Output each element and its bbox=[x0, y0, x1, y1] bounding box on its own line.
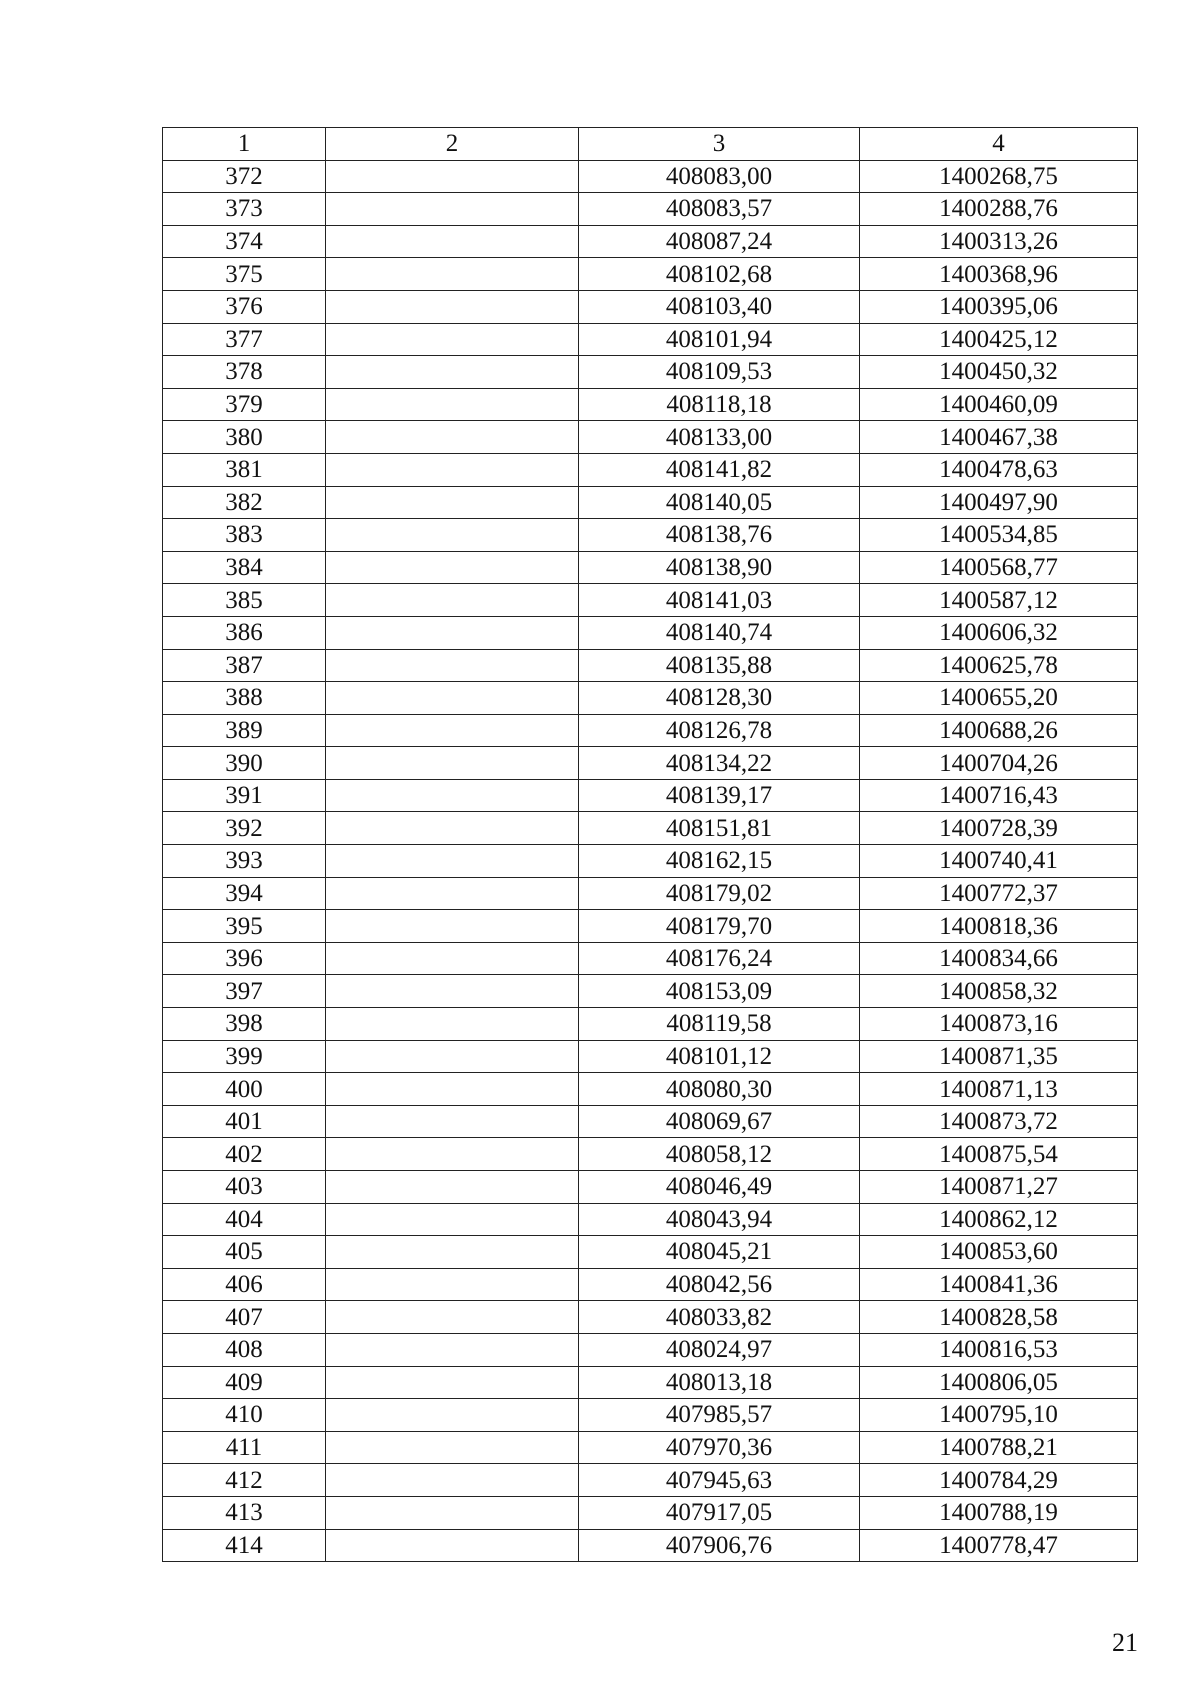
table-cell-col-1: 409 bbox=[163, 1366, 326, 1399]
table-row bbox=[163, 551, 1138, 584]
table-cell-col-1: 406 bbox=[163, 1268, 326, 1301]
table-cell-col-1: 385 bbox=[163, 584, 326, 617]
table-cell-col-3: 408179,70 bbox=[579, 910, 860, 943]
table-cell-col-4: 1400806,05 bbox=[860, 1366, 1138, 1399]
table-cell-col-1: 400 bbox=[163, 1073, 326, 1106]
table-cell-col-2 bbox=[326, 388, 579, 421]
table-cell-col-1: 383 bbox=[163, 519, 326, 552]
table-cell-col-2 bbox=[326, 649, 579, 682]
page-number: 21 bbox=[1112, 1628, 1138, 1657]
table-cell-col-3: 408138,90 bbox=[579, 551, 860, 584]
table-cell-col-1: 408 bbox=[163, 1333, 326, 1366]
table-cell-col-1: 407 bbox=[163, 1301, 326, 1334]
table-cell-col-3: 408046,49 bbox=[579, 1171, 860, 1204]
table-cell-col-2 bbox=[326, 1431, 579, 1464]
table-cell-col-2 bbox=[326, 812, 579, 845]
table-cell-col-4: 1400568,77 bbox=[860, 551, 1138, 584]
table-cell-col-2 bbox=[326, 845, 579, 878]
table-row bbox=[163, 584, 1138, 617]
table-row bbox=[163, 747, 1138, 780]
table-cell-col-3: 408042,56 bbox=[579, 1268, 860, 1301]
table-cell-col-1: 380 bbox=[163, 421, 326, 454]
table-cell-col-2 bbox=[326, 1301, 579, 1334]
table-cell-col-3: 408135,88 bbox=[579, 649, 860, 682]
table-cell-col-4: 1400834,66 bbox=[860, 942, 1138, 975]
table-cell-col-1: 390 bbox=[163, 747, 326, 780]
table-cell-col-2 bbox=[326, 1073, 579, 1106]
table-cell-col-4: 1400467,38 bbox=[860, 421, 1138, 454]
table-cell-col-3: 408162,15 bbox=[579, 845, 860, 878]
table-cell-col-1: 384 bbox=[163, 551, 326, 584]
table-cell-col-1: 412 bbox=[163, 1464, 326, 1497]
table-cell-col-1: 403 bbox=[163, 1171, 326, 1204]
table-cell-col-4: 1400828,58 bbox=[860, 1301, 1138, 1334]
table-cell-col-1: 381 bbox=[163, 453, 326, 486]
table-cell-col-1: 375 bbox=[163, 258, 326, 291]
table-cell-col-3: 408024,97 bbox=[579, 1333, 860, 1366]
table-cell-col-2 bbox=[326, 1040, 579, 1073]
table-cell-col-2 bbox=[326, 193, 579, 226]
table-row bbox=[163, 1073, 1138, 1106]
table-cell-col-2 bbox=[326, 1529, 579, 1562]
table-cell-col-3: 408140,74 bbox=[579, 616, 860, 649]
table-cell-col-3: 408140,05 bbox=[579, 486, 860, 519]
table-cell-col-4: 1400313,26 bbox=[860, 225, 1138, 258]
table-cell-col-2 bbox=[326, 1105, 579, 1138]
table-cell-col-2 bbox=[326, 1008, 579, 1041]
table-cell-col-2 bbox=[326, 453, 579, 486]
table-cell-col-4: 1400460,09 bbox=[860, 388, 1138, 421]
table-cell-col-2 bbox=[326, 1464, 579, 1497]
table-cell-col-3: 408102,68 bbox=[579, 258, 860, 291]
table-row bbox=[163, 225, 1138, 258]
table-row bbox=[163, 649, 1138, 682]
table-cell-col-4: 1400772,37 bbox=[860, 877, 1138, 910]
table-row bbox=[163, 160, 1138, 193]
table-cell-col-1: 374 bbox=[163, 225, 326, 258]
table-row bbox=[163, 486, 1138, 519]
table-cell-col-4: 1400871,13 bbox=[860, 1073, 1138, 1106]
table-cell-col-4: 1400606,32 bbox=[860, 616, 1138, 649]
table-cell-col-1: 391 bbox=[163, 779, 326, 812]
header-col-3: 3 bbox=[579, 128, 860, 161]
table-cell-col-4: 1400875,54 bbox=[860, 1138, 1138, 1171]
table-cell-col-2 bbox=[326, 1399, 579, 1432]
table-cell-col-4: 1400368,96 bbox=[860, 258, 1138, 291]
table-row bbox=[163, 356, 1138, 389]
table-cell-col-1: 372 bbox=[163, 160, 326, 193]
table-cell-col-1: 378 bbox=[163, 356, 326, 389]
table-cell-col-2 bbox=[326, 942, 579, 975]
table-cell-col-4: 1400788,19 bbox=[860, 1496, 1138, 1529]
table-cell-col-3: 408083,00 bbox=[579, 160, 860, 193]
table-cell-col-2 bbox=[326, 421, 579, 454]
table-cell-col-1: 377 bbox=[163, 323, 326, 356]
table-cell-col-3: 408134,22 bbox=[579, 747, 860, 780]
table-row bbox=[163, 1040, 1138, 1073]
table-cell-col-3: 408141,03 bbox=[579, 584, 860, 617]
table-row bbox=[163, 1496, 1138, 1529]
table-row bbox=[163, 1138, 1138, 1171]
table-cell-col-3: 408043,94 bbox=[579, 1203, 860, 1236]
table-cell-col-4: 1400784,29 bbox=[860, 1464, 1138, 1497]
table-row bbox=[163, 910, 1138, 943]
table-cell-col-4: 1400268,75 bbox=[860, 160, 1138, 193]
table-cell-col-4: 1400497,90 bbox=[860, 486, 1138, 519]
table-cell-col-1: 414 bbox=[163, 1529, 326, 1562]
table-cell-col-4: 1400873,16 bbox=[860, 1008, 1138, 1041]
table-cell-col-2 bbox=[326, 258, 579, 291]
table-cell-col-1: 393 bbox=[163, 845, 326, 878]
table-cell-col-1: 379 bbox=[163, 388, 326, 421]
table-cell-col-4: 1400858,32 bbox=[860, 975, 1138, 1008]
table-row bbox=[163, 1268, 1138, 1301]
table-cell-col-1: 396 bbox=[163, 942, 326, 975]
table-cell-col-1: 399 bbox=[163, 1040, 326, 1073]
table-cell-col-4: 1400818,36 bbox=[860, 910, 1138, 943]
table-cell-col-4: 1400728,39 bbox=[860, 812, 1138, 845]
table-body bbox=[163, 160, 1138, 1562]
table-cell-col-1: 373 bbox=[163, 193, 326, 226]
table-row bbox=[163, 421, 1138, 454]
table-cell-col-4: 1400816,53 bbox=[860, 1333, 1138, 1366]
table-row bbox=[163, 616, 1138, 649]
table-cell-col-3: 407985,57 bbox=[579, 1399, 860, 1432]
table-cell-col-3: 408109,53 bbox=[579, 356, 860, 389]
table-row bbox=[163, 779, 1138, 812]
table-cell-col-1: 397 bbox=[163, 975, 326, 1008]
table-cell-col-4: 1400740,41 bbox=[860, 845, 1138, 878]
table-cell-col-2 bbox=[326, 1268, 579, 1301]
table-cell-col-3: 408069,67 bbox=[579, 1105, 860, 1138]
table-row bbox=[163, 258, 1138, 291]
table-cell-col-2 bbox=[326, 616, 579, 649]
table-cell-col-3: 408139,17 bbox=[579, 779, 860, 812]
table-cell-col-4: 1400778,47 bbox=[860, 1529, 1138, 1562]
table-row bbox=[163, 193, 1138, 226]
table-cell-col-1: 376 bbox=[163, 290, 326, 323]
table-cell-col-1: 401 bbox=[163, 1105, 326, 1138]
table-cell-col-2 bbox=[326, 323, 579, 356]
table-cell-col-1: 411 bbox=[163, 1431, 326, 1464]
table-row bbox=[163, 1301, 1138, 1334]
table-cell-col-4: 1400395,06 bbox=[860, 290, 1138, 323]
table-cell-col-1: 405 bbox=[163, 1236, 326, 1269]
table-cell-col-1: 410 bbox=[163, 1399, 326, 1432]
table-cell-col-3: 408128,30 bbox=[579, 682, 860, 715]
table-cell-col-3: 408126,78 bbox=[579, 714, 860, 747]
table-row bbox=[163, 1008, 1138, 1041]
table-cell-col-4: 1400704,26 bbox=[860, 747, 1138, 780]
table-cell-col-2 bbox=[326, 779, 579, 812]
coordinates-table bbox=[162, 127, 1138, 1562]
table-cell-col-3: 407970,36 bbox=[579, 1431, 860, 1464]
table-row bbox=[163, 1529, 1138, 1562]
table-row bbox=[163, 453, 1138, 486]
table-cell-col-2 bbox=[326, 1203, 579, 1236]
header-row bbox=[163, 128, 1138, 161]
table-cell-col-4: 1400478,63 bbox=[860, 453, 1138, 486]
table-cell-col-4: 1400450,32 bbox=[860, 356, 1138, 389]
table-row bbox=[163, 1333, 1138, 1366]
table-cell-col-3: 408058,12 bbox=[579, 1138, 860, 1171]
table-cell-col-3: 408045,21 bbox=[579, 1236, 860, 1269]
table-cell-col-1: 387 bbox=[163, 649, 326, 682]
table-cell-col-2 bbox=[326, 1496, 579, 1529]
table-cell-col-4: 1400425,12 bbox=[860, 323, 1138, 356]
table-cell-col-2 bbox=[326, 1366, 579, 1399]
table-cell-col-3: 408153,09 bbox=[579, 975, 860, 1008]
table-cell-col-2 bbox=[326, 225, 579, 258]
table-row bbox=[163, 682, 1138, 715]
table-cell-col-4: 1400534,85 bbox=[860, 519, 1138, 552]
table-cell-col-2 bbox=[326, 877, 579, 910]
table-row bbox=[163, 1399, 1138, 1432]
table-cell-col-1: 404 bbox=[163, 1203, 326, 1236]
table-cell-col-3: 408101,94 bbox=[579, 323, 860, 356]
table-cell-col-3: 408133,00 bbox=[579, 421, 860, 454]
header-col-4: 4 bbox=[860, 128, 1138, 161]
table-row bbox=[163, 877, 1138, 910]
table-cell-col-2 bbox=[326, 519, 579, 552]
table-cell-col-1: 394 bbox=[163, 877, 326, 910]
table-cell-col-4: 1400841,36 bbox=[860, 1268, 1138, 1301]
table-cell-col-1: 388 bbox=[163, 682, 326, 715]
table-cell-col-3: 408119,58 bbox=[579, 1008, 860, 1041]
table-cell-col-3: 408141,82 bbox=[579, 453, 860, 486]
table-row bbox=[163, 812, 1138, 845]
table-cell-col-4: 1400655,20 bbox=[860, 682, 1138, 715]
table-cell-col-3: 408033,82 bbox=[579, 1301, 860, 1334]
table-row bbox=[163, 290, 1138, 323]
table-row bbox=[163, 845, 1138, 878]
table-cell-col-1: 395 bbox=[163, 910, 326, 943]
table-cell-col-1: 386 bbox=[163, 616, 326, 649]
table-cell-col-2 bbox=[326, 1138, 579, 1171]
table-cell-col-3: 408087,24 bbox=[579, 225, 860, 258]
table-row bbox=[163, 1431, 1138, 1464]
table-cell-col-1: 402 bbox=[163, 1138, 326, 1171]
table-cell-col-2 bbox=[326, 356, 579, 389]
table-row bbox=[163, 388, 1138, 421]
table-cell-col-2 bbox=[326, 1236, 579, 1269]
table-row bbox=[163, 975, 1138, 1008]
table-cell-col-2 bbox=[326, 290, 579, 323]
table-cell-col-3: 408151,81 bbox=[579, 812, 860, 845]
table-cell-col-2 bbox=[326, 1333, 579, 1366]
table-cell-col-3: 407945,63 bbox=[579, 1464, 860, 1497]
header-col-1: 1 bbox=[163, 128, 326, 161]
table-row bbox=[163, 1203, 1138, 1236]
table-cell-col-3: 408176,24 bbox=[579, 942, 860, 975]
table-cell-col-3: 408138,76 bbox=[579, 519, 860, 552]
table-cell-col-3: 408083,57 bbox=[579, 193, 860, 226]
table-cell-col-2 bbox=[326, 975, 579, 1008]
table-cell-col-3: 408103,40 bbox=[579, 290, 860, 323]
table-cell-col-4: 1400688,26 bbox=[860, 714, 1138, 747]
table-header bbox=[163, 128, 1138, 161]
table-cell-col-3: 408101,12 bbox=[579, 1040, 860, 1073]
table-cell-col-1: 392 bbox=[163, 812, 326, 845]
table-cell-col-4: 1400873,72 bbox=[860, 1105, 1138, 1138]
table-cell-col-4: 1400587,12 bbox=[860, 584, 1138, 617]
table-row bbox=[163, 519, 1138, 552]
table-row bbox=[163, 1171, 1138, 1204]
table-cell-col-4: 1400871,27 bbox=[860, 1171, 1138, 1204]
table-cell-col-2 bbox=[326, 747, 579, 780]
table-row bbox=[163, 1366, 1138, 1399]
header-col-2: 2 bbox=[326, 128, 579, 161]
table-cell-col-4: 1400853,60 bbox=[860, 1236, 1138, 1269]
table-row bbox=[163, 1105, 1138, 1138]
table-cell-col-4: 1400862,12 bbox=[860, 1203, 1138, 1236]
table-cell-col-4: 1400288,76 bbox=[860, 193, 1138, 226]
table-cell-col-1: 413 bbox=[163, 1496, 326, 1529]
table-cell-col-4: 1400788,21 bbox=[860, 1431, 1138, 1464]
table-cell-col-4: 1400871,35 bbox=[860, 1040, 1138, 1073]
table-cell-col-3: 407917,05 bbox=[579, 1496, 860, 1529]
table-cell-col-3: 408179,02 bbox=[579, 877, 860, 910]
table-cell-col-4: 1400625,78 bbox=[860, 649, 1138, 682]
table-row bbox=[163, 942, 1138, 975]
table-row bbox=[163, 323, 1138, 356]
table-cell-col-2 bbox=[326, 160, 579, 193]
table-row bbox=[163, 1464, 1138, 1497]
table-cell-col-4: 1400795,10 bbox=[860, 1399, 1138, 1432]
table-cell-col-2 bbox=[326, 910, 579, 943]
table-cell-col-1: 389 bbox=[163, 714, 326, 747]
table-cell-col-2 bbox=[326, 1171, 579, 1204]
table-row bbox=[163, 714, 1138, 747]
table-cell-col-2 bbox=[326, 584, 579, 617]
table-cell-col-4: 1400716,43 bbox=[860, 779, 1138, 812]
table-cell-col-3: 408080,30 bbox=[579, 1073, 860, 1106]
table-cell-col-3: 408118,18 bbox=[579, 388, 860, 421]
table-cell-col-2 bbox=[326, 714, 579, 747]
table-cell-col-1: 398 bbox=[163, 1008, 326, 1041]
table-cell-col-3: 408013,18 bbox=[579, 1366, 860, 1399]
table-cell-col-2 bbox=[326, 551, 579, 584]
table-row bbox=[163, 1236, 1138, 1269]
table-cell-col-2 bbox=[326, 682, 579, 715]
table-cell-col-2 bbox=[326, 486, 579, 519]
table-cell-col-3: 407906,76 bbox=[579, 1529, 860, 1562]
table-cell-col-1: 382 bbox=[163, 486, 326, 519]
